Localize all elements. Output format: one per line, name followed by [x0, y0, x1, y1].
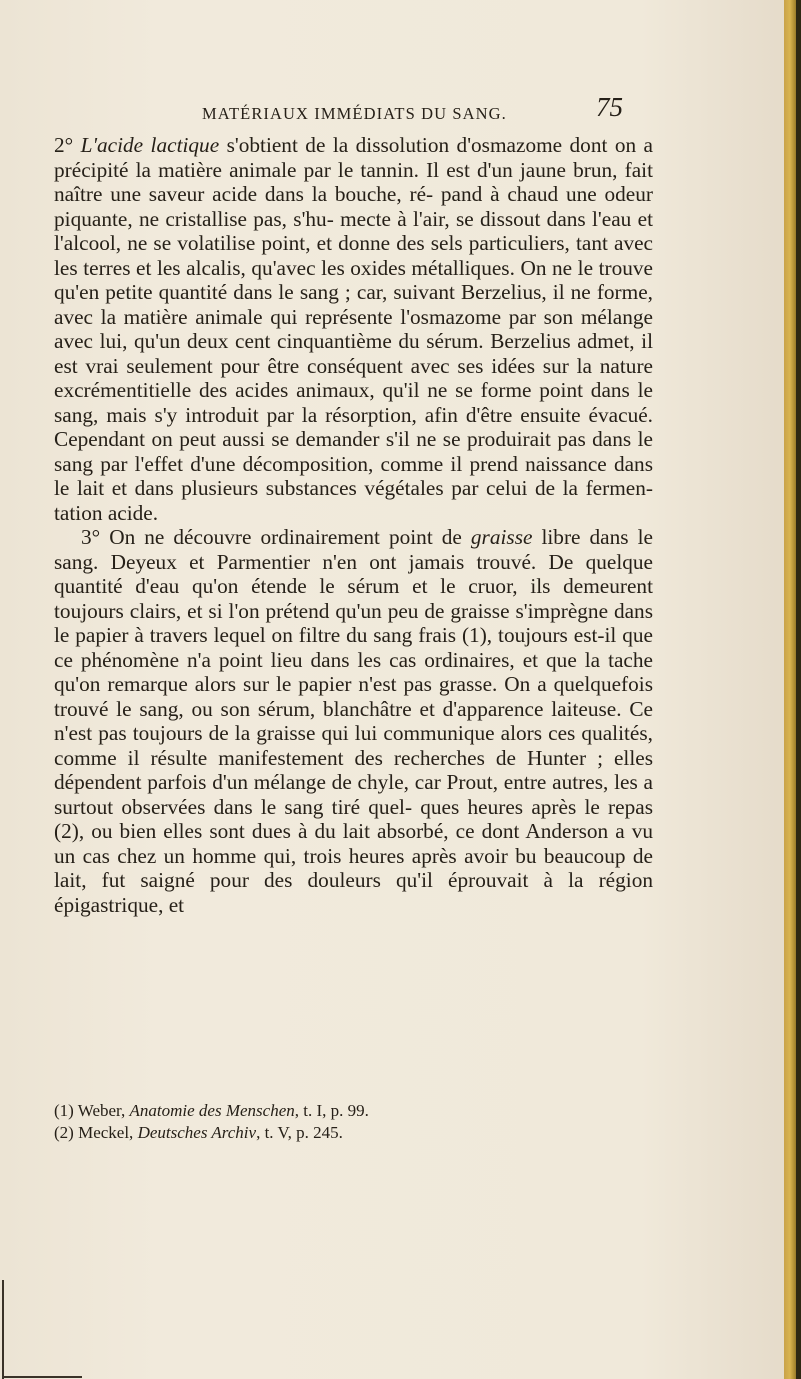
footnote-locator: , t. I, p. 99. — [294, 1101, 369, 1120]
page-edge-shadow — [796, 0, 801, 1379]
page-number: 75 — [596, 92, 623, 122]
body-text — [54, 133, 653, 917]
paragraph-body: s'obtient de la dissolution d'osmazome dont on a précipité la matière animale par le tannin. Il est d'un jaune brun, fait naître une saveur acide dans la bouche, ré- pand à chaud une odeur piquante, ne cristallise pas, s'hu- mecte à l'air, se dissout dans l'eau et l'alcool, ne se volatilise point, et donne des sels particuliers, tant avec les terres et les alcalis, qu'avec les oxides métalliques. On ne le trouve qu'en petite quantité dans le sang ; car, suivant Berzelius, il ne forme, avec la matière animale qui représente l'osmazome par son mélange avec lui, qu'un deux cent cinquantième du sérum. Berzelius admet, il est vrai seulement pour être conséquent avec ses idées sur la nature excrémentitielle des acides animaux, qu'il ne se forme point dans le sang, mais s'y introduit par la résorption, afin d'être ensuite évacué. Cependant on peut aussi se demander s'il ne se produirait pas dans le sang par l'effet d'une décomposition, comme il prend naissance dans le lait et dans plusieurs substances végétales par celui de la fermen- tation acide. — [54, 133, 654, 525]
paragraph-body: libre dans le sang. Deyeux et Parmentier n'en ont jamais trouvé. De quelque quantité d'eau qu'on étende le sérum et le cruor, ils demeurent toujours clairs, et si l'on prétend qu'un peu de graisse s'imprègne dans le papier à travers lequel on filtre du sang frais (1), toujours est-il que ce phénomène n'a point lieu dans les cas ordinaires, et que la tache qu'on remarque alors sur le papier n'est pas grasse. On a quelquefois trouvé le sang, ou son sérum, blanchâtre et d'apparence laiteuse. Ce n'est pas toujours de la graisse qui lui communique alors ces qualités, comme il résulte manifestement des recherches de Hunter ; elles dépendent parfois d'un mélange de chyle, car Prout, entre autres, les a surtout observées dans le sang tiré quel- ques heures après le repas (2), ou bien elles sont dues à du lait absorbé, ce dont Anderson a vu un cas chez un homme qui, trois heures après avoir bu beaucoup de lait, fut saigné pour des douleurs qu'il éprouvait à la région épigastrique, et — [54, 525, 653, 917]
paragraph-lead: 2° — [54, 133, 81, 157]
footnotes — [54, 1100, 654, 1144]
corner-mark-horizontal — [2, 1376, 82, 1378]
paragraph-term: graisse — [470, 525, 533, 549]
paragraph-term: L'acide lactique — [80, 133, 220, 157]
corner-mark-vertical — [2, 1280, 4, 1379]
footnote-ref: (2) Meckel, — [54, 1123, 138, 1142]
page-header — [160, 90, 630, 130]
footnote-1 — [54, 1100, 654, 1122]
footnote-ref: (1) Weber, — [54, 1101, 130, 1120]
paragraph-fat — [54, 525, 653, 917]
footnote-locator: , t. V, p. 245. — [256, 1123, 343, 1142]
paragraph-lead: 3° On ne découvre ordinairement point de — [81, 525, 471, 549]
paragraph-lactic-acid — [54, 133, 653, 525]
footnote-2 — [54, 1122, 654, 1144]
footnote-title: Deutsches Archiv — [137, 1123, 257, 1142]
footnote-title: Anatomie des Menschen — [129, 1101, 295, 1120]
running-head: MATÉRIAUX IMMÉDIATS DU SANG. — [202, 104, 507, 123]
